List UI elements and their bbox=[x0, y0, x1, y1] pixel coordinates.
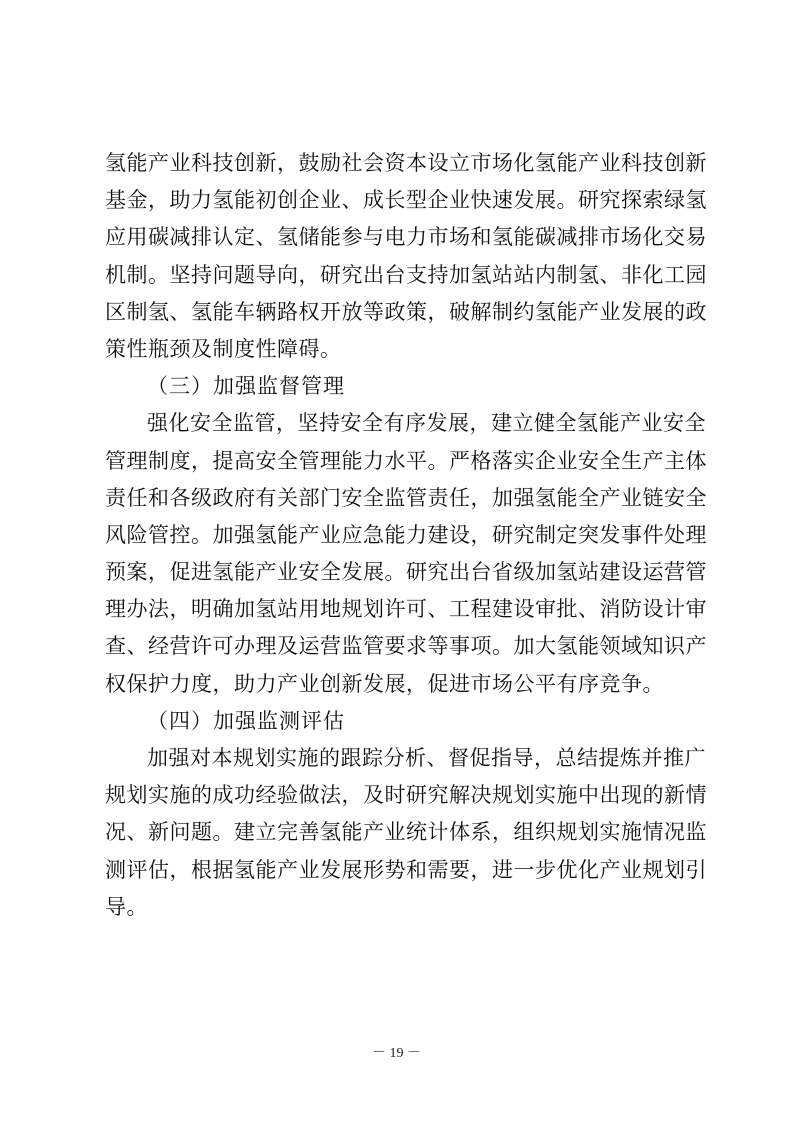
text-line: 风险管控。加强氢能产业应急能力建设，研究制定突发事件处理 bbox=[105, 522, 707, 547]
text-line: 氢能产业科技创新，鼓励社会资本设立市场化氢能产业科技创新 bbox=[105, 151, 707, 175]
text-line: 区制氢、氢能车辆路权开放等政策，破解制约氢能产业发展的政 bbox=[105, 299, 707, 324]
text-line: 测评估，根据氢能产业发展形势和需要，进一步优化产业规划引 bbox=[105, 857, 707, 882]
text-line: 强化安全监管，坚持安全有序发展，建立健全氢能产业安全 bbox=[147, 411, 706, 436]
section-heading-monitoring: （四）加强监测评估 bbox=[147, 708, 345, 733]
text-line: 加强对本规划实施的跟踪分析、督促指导，总结提炼并推广 bbox=[147, 746, 706, 770]
text-line: 基金，助力氢能初创企业、成长型企业快速发展。研究探索绿氢 bbox=[105, 188, 707, 213]
text-line: 导。 bbox=[105, 894, 148, 919]
text-line: 权保护力度，助力产业创新发展，促进市场公平有序竞争。 bbox=[105, 671, 664, 696]
text-line: 应用碳减排认定、氢储能参与电力市场和氢能碳减排市场化交易 bbox=[105, 225, 707, 250]
paragraph-supervision bbox=[105, 405, 707, 703]
body-text bbox=[105, 145, 707, 926]
text-line: 策性瓶颈及制度性障碍。 bbox=[105, 336, 342, 361]
paragraph-monitoring bbox=[105, 740, 707, 926]
text-line: 理办法，明确加氢站用地规划许可、工程建设审批、消防设计审 bbox=[105, 597, 707, 622]
text-line: 况、新问题。建立完善氢能产业统计体系，组织规划实施情况监 bbox=[105, 820, 707, 845]
section-heading-supervision: （三）加强监督管理 bbox=[147, 374, 345, 399]
page-number: － 19 － bbox=[372, 1046, 421, 1061]
text-line: 预案，促进氢能产业安全发展。研究出台省级加氢站建设运营管 bbox=[105, 560, 707, 585]
paragraph-continued bbox=[105, 145, 707, 368]
text-line: 管理制度，提高安全管理能力水平。严格落实企业安全生产主体 bbox=[105, 448, 707, 473]
text-line: 规划实施的成功经验做法，及时研究解决规划实施中出现的新情 bbox=[105, 783, 707, 808]
text-line: 机制。坚持问题导向，研究出台支持加氢站站内制氢、非化工园 bbox=[105, 262, 707, 287]
text-line: 责任和各级政府有关部门安全监管责任，加强氢能全产业链安全 bbox=[105, 485, 707, 510]
text-line: 查、经营许可办理及运营监管要求等事项。加大氢能领域知识产 bbox=[105, 634, 707, 659]
